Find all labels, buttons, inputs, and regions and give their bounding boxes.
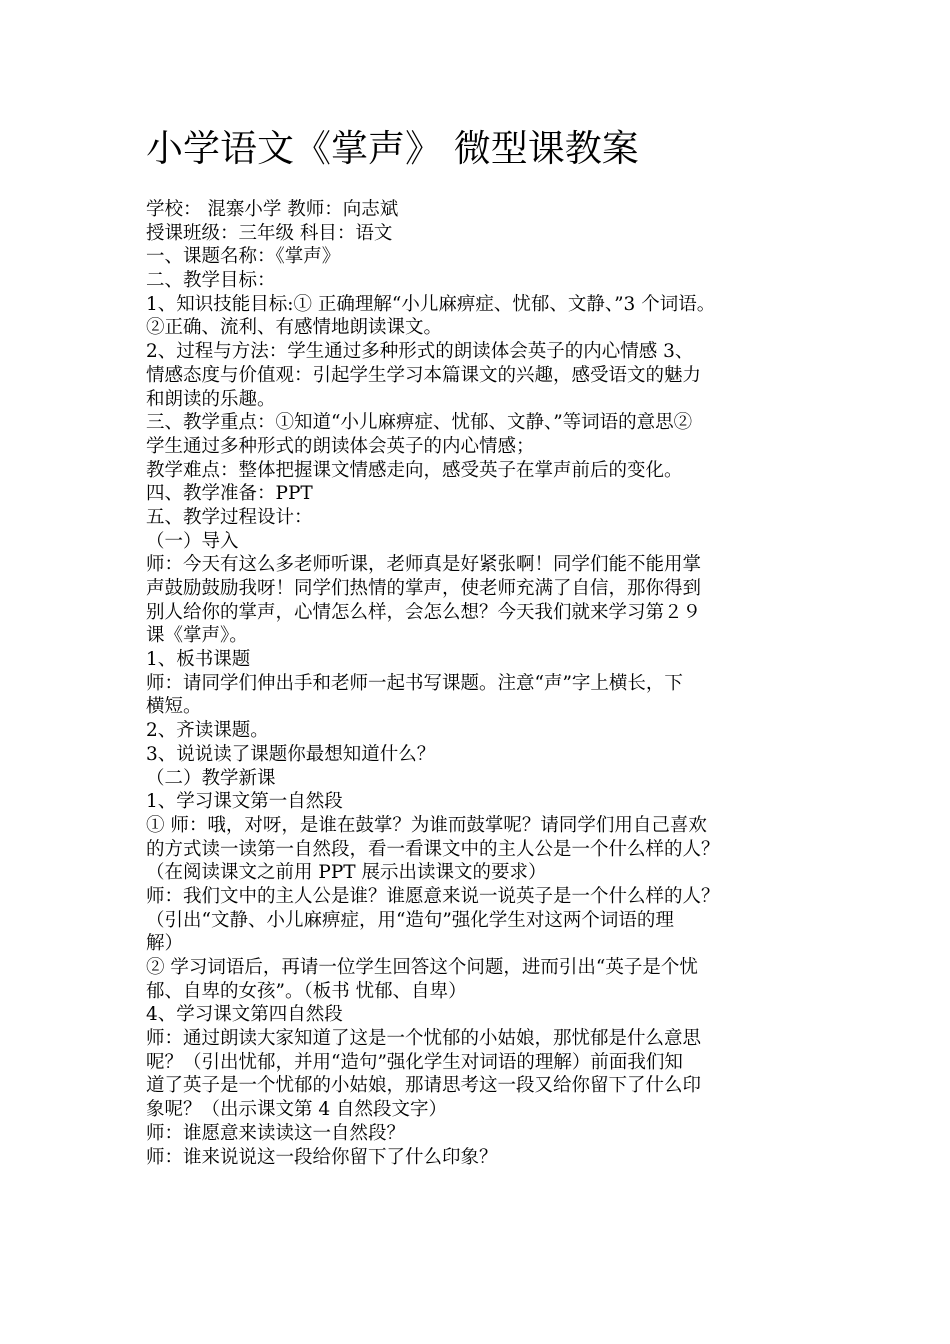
text-line: 二、教学目标： [146,270,276,292]
text-line: 的方式读一读第一自然段，看一看课文中的主人公是一个什么样的人？ [146,838,720,860]
text-line: 象呢？（出示课文第 4 自然段文字） [146,1099,448,1121]
document-title: 小学语文《掌声》 微型课教案 [146,127,639,170]
text-line: 师：谁来说说这一段给你留下了什么印象？ [146,1146,498,1168]
text-line: 1、板书课题 [146,649,251,671]
text-line: 四、教学准备：PPT [146,483,313,505]
text-line: 授课班级：三年级 科目：语文 [146,222,393,244]
text-line: 三、教学重点：①知道“小儿麻痹症、忧郁、文静、”等词语的意思② [146,412,693,434]
text-line: 学生通过多种形式的朗读体会英子的内心情感； [146,435,535,457]
text-line: 师：谁愿意来读读这一自然段？ [146,1122,406,1144]
text-line: 师：请同学们伸出手和老师一起书写课题。注意“声”字上横长，下 [146,672,683,694]
text-line: 1、学习课文第一自然段 [146,791,343,813]
text-line: 和朗读的乐趣。 [146,388,276,410]
text-line: 呢？（引出忧郁，并用“造句”强化学生对词语的理解）前面我们知 [146,1051,683,1073]
text-line: ① 师：哦，对呀，是谁在鼓掌？为谁而鼓掌呢？请同学们用自己喜欢 [146,814,707,836]
text-line: 师：通过朗读大家知道了这是一个忧郁的小姑娘，那忧郁是什么意思 [146,1028,702,1050]
text-line: 声鼓励鼓励我呀！同学们热情的掌声，使老师充满了自信，那你得到 [146,578,702,599]
text-line: 2、过程与方法：学生通过多种形式的朗读体会英子的内心情感 3、 [146,341,694,363]
text-line: 1、知识技能目标:① 正确理解“小儿麻痹症、忧郁、文静、”3 个词语。 [146,293,716,315]
text-line: 师：我们文中的主人公是谁？谁愿意来说一说英子是一个什么样的人？ [146,885,720,907]
text-line: 五、教学过程设计： [146,506,313,528]
document-body [146,198,826,1169]
text-line: 郁、自卑的女孩”。（板书 忧郁、自卑） [146,980,467,1002]
text-line: （引出“文静、小儿麻痹症，用“造句”强化学生对这两个词语的理 [146,909,674,931]
text-line: 道了英子是一个忧郁的小姑娘，那请思考这一段又给你留下了什么印 [146,1075,702,1097]
text-line: 2、齐读课题。 [146,720,269,742]
text-line: ②正确、流利、有感情地朗读课文。 [146,317,443,339]
text-line: ② 学习词语后，再请一位学生回答这个问题，进而引出“英子是个忧 [146,957,698,978]
text-line: 4、学习课文第四自然段 [146,1004,343,1026]
text-line: （二）教学新课 [146,767,276,789]
text-line: 别人给你的掌声，心情怎么样，会怎么想？今天我们就来学习第２９ [146,601,702,623]
text-line: 一、课题名称：《掌声》 [146,246,341,268]
text-line: 学校： 混寨小学 教师：向志斌 [146,199,399,220]
text-line: （在阅读课文之前用 PPT 展示出读课文的要求） [146,862,547,884]
text-line: （一）导入 [146,530,239,552]
text-line: 解） [146,933,184,955]
text-line: 3、说说读了课题你最想知道什么？ [146,743,436,765]
text-line: 师：今天有这么多老师听课，老师真是好紧张啊！同学们能不能用掌 [146,554,702,576]
text-line: 课《掌声》。 [146,625,248,647]
text-line: 教学难点：整体把握课文情感走向，感受英子在掌声前后的变化。 [146,459,683,481]
text-line: 横短。 [146,696,202,718]
text-line: 情感态度与价值观：引起学生学习本篇课文的兴趣，感受语文的魅力 [146,364,702,386]
